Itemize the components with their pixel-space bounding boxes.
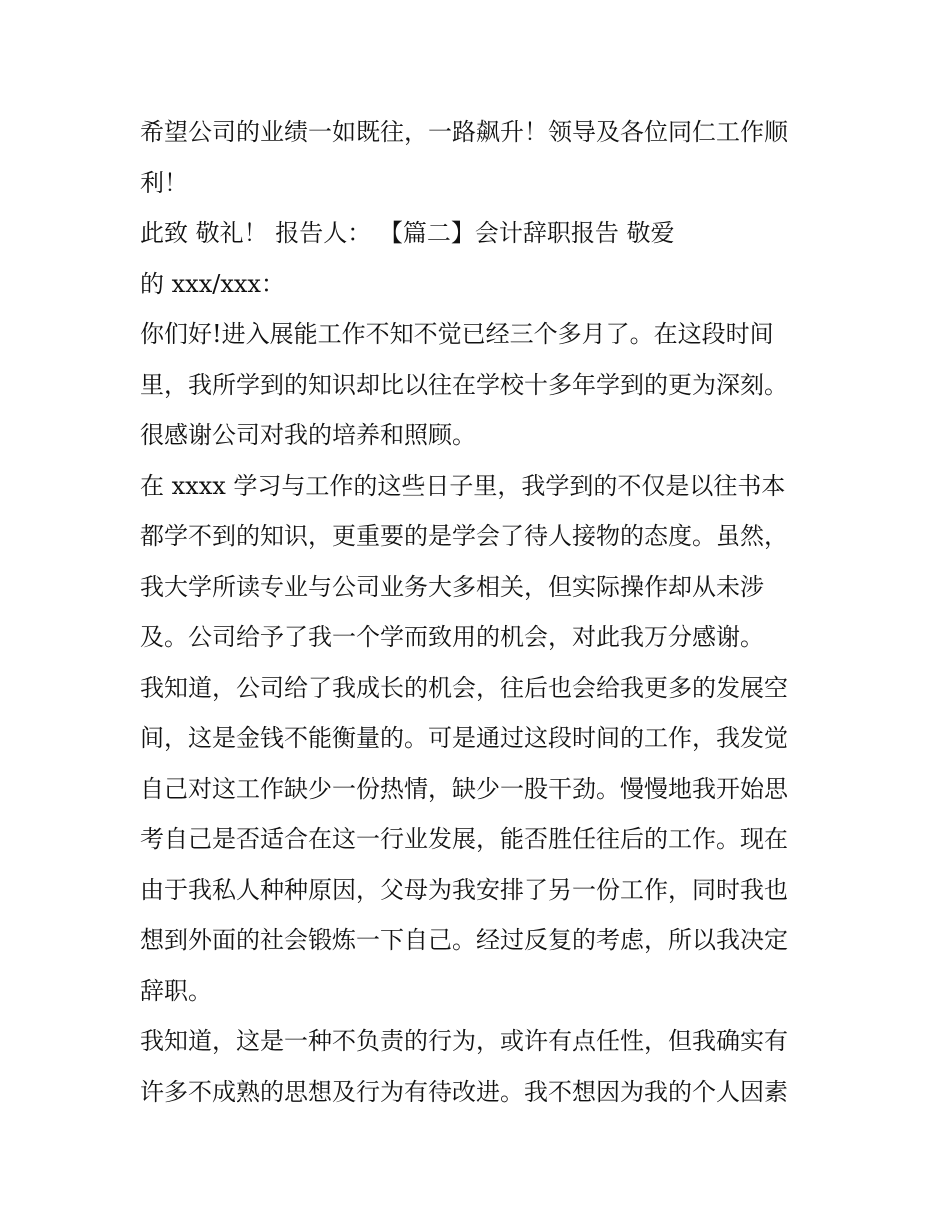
text-line: 你们好!进入展能工作不知不觉已经三个多月了。在这段时间	[140, 320, 774, 348]
text-line: 希望公司的业绩一如既往，一路飙升！领导及各位同仁工作顺	[140, 118, 788, 146]
text-line: 考自己是否适合在这一行业发展，能否胜任往后的工作。现在	[140, 825, 788, 853]
text-line: 在 xxxx 学习与工作的这些日子里，我学到的不仅是以往书本	[140, 471, 786, 500]
text-line: 我大学所读专业与公司业务大多相关，但实际操作却从未涉	[140, 572, 764, 601]
text-line: 此致 敬礼！ 报告人： 【篇二】会计辞职报告 敬爱	[140, 219, 675, 247]
text-line: 很感谢公司对我的培养和照顾。	[140, 421, 476, 449]
text-line: 由于我私人种种原因，父母为我安排了另一份工作，同时我也	[140, 875, 788, 904]
text-line: 及。公司给予了我一个学而致用的机会，对此我万分感谢。	[140, 623, 764, 651]
text-line: 我知道，这是一种不负责的行为，或许有点任性，但我确实有	[140, 1027, 788, 1055]
text-line: 都学不到的知识，更重要的是学会了待人接物的态度。虽然，	[140, 522, 788, 550]
text-line: 间，这是金钱不能衡量的。可是通过这段时间的工作，我发觉	[140, 724, 788, 752]
text-line: 许多不成熟的思想及行为有待改进。我不想因为我的个人因素	[140, 1077, 788, 1106]
document-body	[140, 107, 830, 1117]
text-line: 的 xxx/xxx：	[140, 269, 285, 298]
text-line: 里，我所学到的知识却比以往在学校十多年学到的更为深刻。	[140, 370, 788, 399]
text-line: 我知道，公司给了我成长的机会，往后也会给我更多的发展空	[140, 673, 788, 702]
text-line: 辞职。	[140, 976, 212, 1005]
text-line: 自己对这工作缺少一份热情，缺少一股干劲。慢慢地我开始思	[140, 774, 788, 803]
text-line: 利！	[140, 168, 188, 197]
text-line: 想到外面的社会锻炼一下自己。经过反复的考虑，所以我决定	[140, 926, 788, 954]
